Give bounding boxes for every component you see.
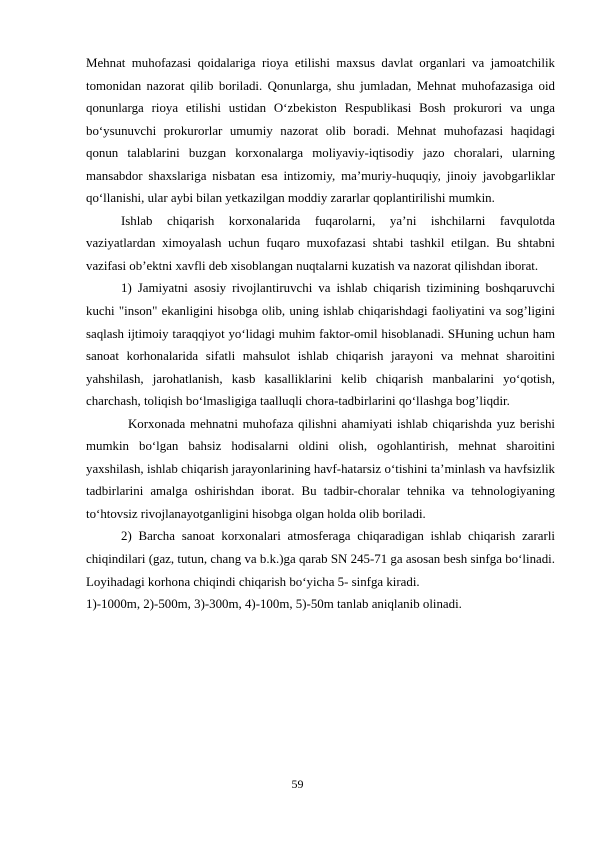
- page-number: 59: [291, 777, 304, 791]
- body-text: [86, 52, 555, 616]
- paragraph-labor-protection-importance: Korxonada mehnatni muhofaza qilishni ahamiyati ishlab chiqarishda yuz berishi mumkin bo‘lgan bahsiz hodisalarni oldini olish, ogohlantirish, mehnat sharoitini yaxshilash, ishlab chiqarish jarayonlarining havf-hatarsiz o‘tishini ta’minlash va havfsizlik tadbirlarini amalga oshirishdan iborat. Bu tadbir-choralar tehnika va tehnologiyaning to‘htovsiz rivojlanayotganligini hisobga olgan holda olib boriladi.: [86, 416, 555, 521]
- paragraph-civil-defense-staff: Ishlab chiqarish korxonalarida fuqarolarni, ya’ni ishchilarni favqulotda vaziyatlardan ximoyalash uchun fuqaro muxofazasi shtabi tashkil etilgan. Bu shtabni vazifasi ob’ektni xavfli deb xisoblangan nuqtalarni kuzatish va nazorat qilishdan iborat.: [86, 213, 555, 273]
- paragraph-zone-distances: 1)-1000m, 2)-500m, 3)-300m, 4)-100m, 5)-50m tanlab aniqlanib olinadi.: [86, 597, 462, 612]
- paragraph-human-factor: 1) Jamiyatni asosiy rivojlantiruvchi va ishlab chiqarish tizimining boshqaruvchi kuchi "inson" ekanligini hisobga olib, uning ishlab chiqarishdagi faoliyatini va sog’ligini saqlash ijtimoiy taraqqiyot yo‘lidagi muhim faktor-omil hisoblanadi. SHuning uchun ham sanoat korhonalarida sifatli mahsulot ishlab chiqarish jarayoni va mehnat sharoitini yahshilash, jarohatlanish, kasb kasalliklarini kelib chiqarish manbalarini yo‘qotish, charchash, toliqish bo‘lmasligiga taalluqli chora-tadbirlarini qo‘llashga bog’liqdir.: [86, 281, 555, 409]
- paragraph-labor-protection-oversight: Mehnat muhofazasi qoidalariga rioya etilishi maxsus davlat organlari va jamoatchilik tomonidan nazorat qilib boriladi. Qonunlarga, shu jumladan, Mehnat muhofazasiga oid qonunlarga rioya etilishi ustidan O‘zbekiston Respublikasi Bosh prokurori va unga bo‘ysunuvchi prokurorlar umumiy nazorat olib boradi. Mehnat muhofazasi haqidagi qonun talablarini buzgan korxonalarga moliyaviy-iqtisodiy jazo choralari, ularning mansabdor shaxslariga nisbatan esa intizomiy, ma’muriy-huquqiy, jinoiy javobgarliklar qo‘llanishi, ular aybi bilan yetkazilgan moddiy zararlar qoplantirilishi mumkin.: [86, 56, 555, 206]
- paragraph-emission-classes: 2) Barcha sanoat korxonalari atmosferaga chiqaradigan ishlab chiqarish zararli chiqindilari (gaz, tutun, chang va b.k.)ga qarab SN 245-71 ga asosan besh sinfga bo‘linadi. Loyihadagi korhona chiqindi chiqarish bo‘yicha 5- sinfga kiradi.: [86, 529, 555, 589]
